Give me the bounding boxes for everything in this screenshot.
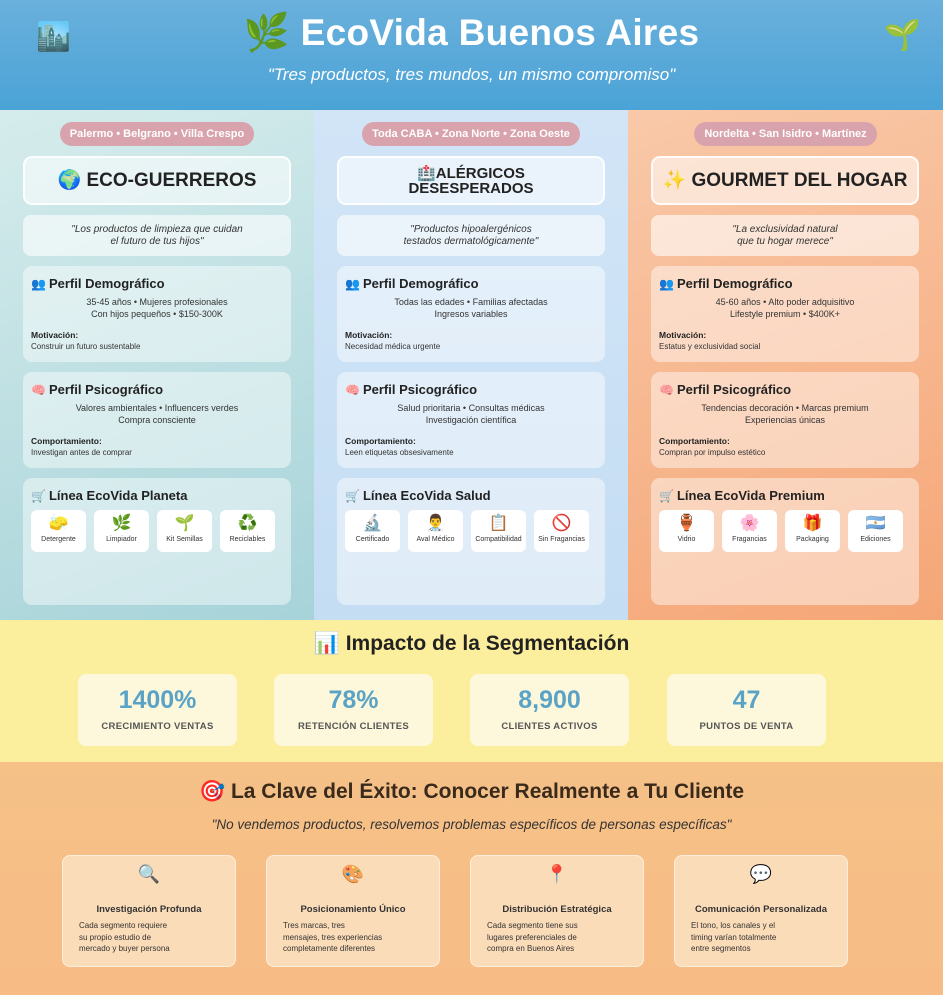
card-title: Perfil Psicográfico	[48, 382, 164, 397]
motivation-value: Necesidad médica urgente	[345, 342, 441, 351]
key-card	[266, 855, 440, 967]
product-label: Packaging	[796, 536, 829, 543]
card-title: Línea EcoVida Salud	[362, 488, 491, 503]
key-desc-line: lugares preferenciales de	[487, 932, 577, 942]
key-title: Posicionamiento Único	[300, 904, 406, 915]
key-desc-line: Tres marcas, tres	[283, 921, 345, 930]
seedling-icon: 🌱	[174, 515, 195, 532]
behavior-label: Comportamiento:	[31, 436, 102, 446]
vase-icon: 🏺	[676, 515, 697, 532]
impact-title	[0, 632, 943, 656]
brain-icon: 🧠	[31, 383, 46, 397]
segment-slogan	[23, 215, 291, 256]
flower-icon: 🌸	[739, 515, 760, 532]
behavior-label: Comportamiento:	[659, 436, 730, 446]
product-label: Detergente	[41, 536, 76, 543]
behavior-value: Investigan antes de comprar	[31, 448, 132, 457]
product-label: Sin Fragancias	[538, 536, 585, 543]
product-line-card	[23, 478, 291, 605]
impact-section	[0, 620, 943, 762]
segment-title	[337, 156, 605, 205]
success-title	[0, 780, 943, 804]
argentina-flag-icon: 🇦🇷	[865, 515, 886, 532]
card-title: Línea EcoVida Premium	[676, 488, 825, 503]
leaf-icon: 🌿	[243, 12, 291, 53]
slogan-line: "Los productos de limpieza que cuidan	[71, 223, 243, 235]
city-icon: 🏙️	[36, 21, 71, 52]
sponge-icon: 🧽	[48, 515, 69, 532]
segment-name: GOURMET DEL HOGAR	[691, 170, 908, 191]
segment-eco-guerreros	[0, 110, 314, 620]
motivation-label: Motivación:	[659, 330, 707, 340]
product-label: Vidrio	[677, 536, 696, 543]
segment-name: ALÉRGICOS	[435, 164, 525, 182]
cart-icon: 🛒	[31, 489, 46, 503]
segment-title	[651, 156, 919, 205]
key-desc-line: compra en Buenos Aires	[487, 944, 575, 953]
key-desc-line: El tono, los canales y el	[691, 921, 776, 930]
card-title: Perfil Psicográfico	[362, 382, 478, 397]
key-title: Distribución Estratégica	[502, 904, 612, 915]
stat-card	[274, 674, 433, 746]
sparkles-icon: ✨	[662, 170, 687, 191]
pin-icon: 📍	[545, 864, 569, 884]
key-desc-line: Cada segmento tiene sus	[487, 921, 578, 930]
motivation-value: Estatus y exclusividad social	[659, 342, 761, 351]
key-desc-line: entre segmentos	[691, 944, 751, 953]
product-tile	[345, 510, 400, 552]
magnifier-icon: 🔍	[137, 864, 161, 884]
demographic-card	[23, 266, 291, 362]
product-label: Compatibilidad	[475, 536, 522, 543]
stat-label: CLIENTES ACTIVOS	[501, 721, 598, 732]
card-line: Investigación científica	[425, 415, 517, 425]
motivation-label: Motivación:	[345, 330, 393, 340]
psychographic-card	[651, 372, 919, 468]
success-section	[0, 762, 943, 995]
microscope-icon: 🔬	[362, 515, 383, 532]
zones-badge: Nordelta • San Isidro • Martínez	[694, 122, 876, 146]
success-subtitle: "No vendemos productos, resolvemos problemas específicos de personas específicas"	[211, 817, 732, 832]
segment-slogan	[337, 215, 605, 256]
segment-name: ECO-GUERREROS	[86, 170, 257, 191]
product-label: Certificado	[355, 536, 390, 543]
stat-label: CRECIMIENTO VENTAS	[101, 721, 214, 732]
card-line: Salud prioritaria • Consultas médicas	[397, 403, 545, 413]
slogan-line: testados dermatológicamente"	[403, 235, 539, 247]
key-desc	[487, 920, 597, 955]
segment-alergicos	[314, 110, 628, 620]
product-tile	[31, 510, 86, 552]
stat-card	[78, 674, 237, 746]
people-icon: 👥	[345, 277, 360, 291]
stat-label: PUNTOS DE VENTA	[699, 721, 794, 732]
herb-icon: 🌿	[111, 515, 132, 532]
key-desc-line: mensajes, tres experiencias	[283, 932, 383, 942]
product-tile	[534, 510, 589, 552]
page-title-text: EcoVida Buenos Aires	[300, 12, 700, 53]
demographic-card	[651, 266, 919, 362]
card-line: 45-60 años • Alto poder adquisitivo	[715, 297, 855, 307]
stat-label: RETENCIÓN CLIENTES	[298, 721, 409, 732]
product-tile	[220, 510, 275, 552]
behavior-value: Compran por impulso estético	[659, 448, 766, 457]
prohibited-icon: 🚫	[551, 515, 572, 532]
zones-badge: Toda CABA • Zona Norte • Zona Oeste	[362, 122, 580, 146]
key-title: Comunicación Personalizada	[695, 904, 827, 915]
key-desc-line: Cada segmento requiere	[79, 921, 168, 930]
impact-title-text: Impacto de la Segmentación	[345, 632, 630, 655]
product-line-card	[337, 478, 605, 605]
key-desc	[283, 920, 393, 955]
recycle-icon: ♻️	[237, 515, 258, 532]
key-card	[62, 855, 236, 967]
globe-icon: 🌍	[57, 170, 82, 191]
product-tile	[848, 510, 903, 552]
stat-card	[667, 674, 826, 746]
stat-value: 47	[732, 686, 761, 714]
segment-name-line-2: DESESPERADOS	[408, 179, 534, 197]
stat-value: 78%	[328, 686, 379, 714]
behavior-label: Comportamiento:	[345, 436, 416, 446]
palette-icon: 🎨	[341, 864, 365, 884]
card-line: Todas las edades • Familias afectadas	[394, 297, 548, 307]
slogan-line: el futuro de tus hijos"	[110, 235, 204, 247]
segment-title	[23, 156, 291, 205]
card-line: Lifestyle premium • $400K+	[730, 309, 840, 319]
card-line: Valores ambientales • Influencers verdes	[75, 403, 239, 413]
key-desc-line: su propio estudio de	[79, 932, 152, 942]
cart-icon: 🛒	[345, 489, 360, 503]
card-title: Perfil Demográfico	[48, 276, 165, 291]
gift-icon: 🎁	[802, 515, 823, 532]
page-subtitle: "Tres productos, tres mundos, un mismo compromiso"	[267, 65, 676, 84]
product-label: Aval Médico	[416, 536, 455, 543]
slogan-line: "La exclusividad natural	[732, 223, 838, 235]
zones-badge: Palermo • Belgrano • Villa Crespo	[60, 122, 254, 146]
product-tile	[722, 510, 777, 552]
slogan-line: "Productos hipoalergénicos	[410, 223, 532, 235]
brain-icon: 🧠	[345, 383, 360, 397]
cart-icon: 🛒	[659, 489, 674, 503]
product-label: Fragancias	[732, 536, 767, 543]
key-desc	[79, 920, 179, 955]
stat-value: 8,900	[518, 686, 581, 714]
behavior-value: Leen etiquetas obsesivamente	[345, 448, 454, 457]
psychographic-card	[23, 372, 291, 468]
card-line: Experiencias únicas	[744, 415, 826, 425]
key-card	[674, 855, 848, 967]
target-icon: 🎯	[198, 780, 226, 803]
product-tile	[785, 510, 840, 552]
segments	[0, 110, 943, 620]
product-tile	[408, 510, 463, 552]
segment-slogan	[651, 215, 919, 256]
segment-gourmet	[628, 110, 943, 620]
key-card	[470, 855, 644, 967]
motivation-value: Construir un futuro sustentable	[31, 342, 141, 351]
card-title: Perfil Demográfico	[362, 276, 479, 291]
card-line: 35-45 años • Mujeres profesionales	[86, 297, 228, 307]
doctor-icon: 👨‍⚕️	[425, 515, 446, 532]
product-label: Ediciones	[860, 536, 891, 543]
people-icon: 👥	[31, 277, 46, 291]
stat-card	[470, 674, 629, 746]
slogan-line: que tu hogar merece"	[737, 235, 833, 247]
product-tile	[94, 510, 149, 552]
product-label: Reciclables	[229, 536, 266, 543]
card-line: Tendencias decoración • Marcas premium	[701, 403, 869, 413]
brain-icon: 🧠	[659, 383, 674, 397]
product-tile	[659, 510, 714, 552]
speech-bubble-icon: 💬	[749, 864, 773, 884]
hospital-icon: 🏥	[417, 164, 436, 182]
clipboard-icon: 📋	[488, 515, 509, 532]
bar-chart-icon: 📊	[313, 632, 340, 655]
product-tile	[471, 510, 526, 552]
card-line: Con hijos pequeños • $150-300K	[91, 309, 223, 319]
success-title-text: La Clave del Éxito: Conocer Realmente a Tu Cliente	[230, 780, 745, 803]
demographic-card	[337, 266, 605, 362]
motivation-label: Motivación:	[31, 330, 79, 340]
card-line: Ingresos variables	[434, 309, 508, 319]
card-title: Línea EcoVida Planeta	[48, 488, 188, 503]
header	[0, 0, 943, 110]
product-tile	[157, 510, 212, 552]
key-desc-line: timing varían totalmente	[691, 932, 777, 942]
card-line: Compra consciente	[118, 415, 196, 425]
product-line-card	[651, 478, 919, 605]
key-desc	[691, 920, 801, 955]
key-desc-line: mercado y buyer persona	[79, 944, 170, 953]
product-label: Kit Semillas	[166, 536, 203, 543]
stat-value: 1400%	[118, 686, 197, 714]
product-label: Limpiador	[106, 536, 137, 543]
sprout-icon: 🌱	[883, 19, 921, 52]
psychographic-card	[337, 372, 605, 468]
card-title: Perfil Psicográfico	[676, 382, 792, 397]
page-title	[0, 12, 943, 55]
key-title: Investigación Profunda	[96, 904, 202, 915]
key-desc-line: completamente diferentes	[283, 944, 376, 953]
people-icon: 👥	[659, 277, 674, 291]
card-title: Perfil Demográfico	[676, 276, 793, 291]
